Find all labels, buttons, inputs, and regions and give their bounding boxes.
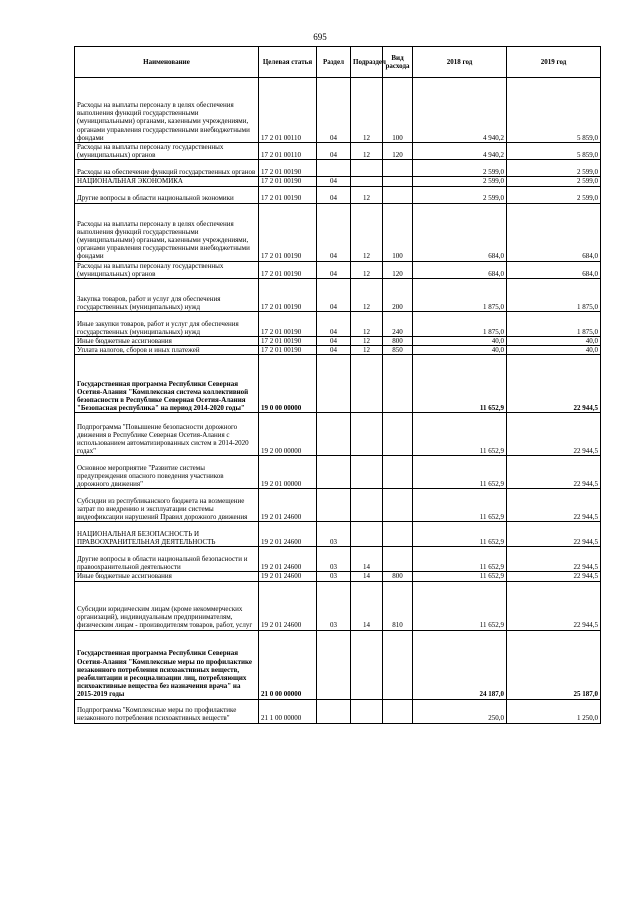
cell-2018: 11 652,9 xyxy=(413,355,507,413)
cell-exp-type xyxy=(383,413,413,456)
cell-section: 04 xyxy=(317,177,351,186)
cell-name: Подпрограмма "Комплексные меры по профилактике незаконного потребления психоактивных веществ" xyxy=(75,699,259,723)
table-row xyxy=(75,547,601,572)
cell-target: 19 0 00 00000 xyxy=(259,355,317,413)
cell-section: 04 xyxy=(317,312,351,337)
table-row xyxy=(75,346,601,355)
cell-2019: 1 250,0 xyxy=(507,699,601,723)
table-row xyxy=(75,456,601,489)
cell-subsection: 12 xyxy=(351,346,383,355)
table-row xyxy=(75,355,601,413)
table-body xyxy=(75,78,601,724)
cell-2018: 11 652,9 xyxy=(413,581,507,630)
cell-subsection: 14 xyxy=(351,572,383,581)
col-header-name: Наименование xyxy=(75,47,259,78)
cell-2019: 2 599,0 xyxy=(507,160,601,177)
cell-2019: 2 599,0 xyxy=(507,186,601,203)
cell-exp-type xyxy=(383,160,413,177)
cell-target: 19 2 01 24600 xyxy=(259,581,317,630)
cell-section: 03 xyxy=(317,547,351,572)
cell-2019: 22 944,5 xyxy=(507,522,601,547)
table-row xyxy=(75,581,601,630)
table-row xyxy=(75,572,601,581)
cell-name: Закупка товаров, работ и услуг для обеспечения государственных (муниципальных) нужд xyxy=(75,279,259,312)
cell-target: 17 2 01 00110 xyxy=(259,78,317,143)
cell-section: 04 xyxy=(317,346,351,355)
cell-exp-type xyxy=(383,456,413,489)
cell-section xyxy=(317,699,351,723)
table-row xyxy=(75,186,601,203)
cell-section xyxy=(317,630,351,699)
cell-2019: 1 875,0 xyxy=(507,279,601,312)
cell-target: 19 2 01 24600 xyxy=(259,522,317,547)
cell-section: 03 xyxy=(317,522,351,547)
table-row xyxy=(75,279,601,312)
col-header-exp-type: Вид расхода xyxy=(383,47,413,78)
cell-2018: 24 187,0 xyxy=(413,630,507,699)
cell-target: 17 2 01 00190 xyxy=(259,203,317,261)
cell-target: 17 2 01 00190 xyxy=(259,261,317,278)
cell-target: 17 2 01 00190 xyxy=(259,177,317,186)
cell-section xyxy=(317,413,351,456)
cell-2018: 11 652,9 xyxy=(413,572,507,581)
cell-2019: 684,0 xyxy=(507,261,601,278)
cell-2019: 40,0 xyxy=(507,337,601,346)
page-number: 695 xyxy=(313,32,327,42)
cell-name: Иные бюджетные ассигнования xyxy=(75,572,259,581)
cell-target: 17 2 01 00190 xyxy=(259,312,317,337)
cell-section: 04 xyxy=(317,78,351,143)
cell-target: 19 2 01 00000 xyxy=(259,456,317,489)
cell-2018: 4 940,2 xyxy=(413,143,507,160)
cell-2019: 25 187,0 xyxy=(507,630,601,699)
cell-section: 04 xyxy=(317,186,351,203)
cell-exp-type: 800 xyxy=(383,572,413,581)
cell-2019: 22 944,5 xyxy=(507,581,601,630)
table-row xyxy=(75,413,601,456)
cell-2019: 22 944,5 xyxy=(507,355,601,413)
table-row xyxy=(75,522,601,547)
col-header-subsection: Подраздел xyxy=(351,47,383,78)
cell-2018: 40,0 xyxy=(413,337,507,346)
cell-subsection: 12 xyxy=(351,312,383,337)
cell-name: Иные закупки товаров, работ и услуг для обеспечения государственных (муниципальных) нужд xyxy=(75,312,259,337)
cell-exp-type: 800 xyxy=(383,337,413,346)
cell-exp-type xyxy=(383,547,413,572)
cell-2018: 1 875,0 xyxy=(413,279,507,312)
cell-2019: 40,0 xyxy=(507,346,601,355)
table-row xyxy=(75,261,601,278)
cell-2018: 2 599,0 xyxy=(413,186,507,203)
cell-name: Государственная программа Республики Северная Осетия-Алания "Комплексные меры по профилактике незаконного потребления психоактивных веществ, реабилитации и ресоциализации лиц, потребляющих психоактивные вещества без назначения врача" на 2015-2019 годы xyxy=(75,630,259,699)
cell-2019: 5 859,0 xyxy=(507,78,601,143)
table-row xyxy=(75,312,601,337)
cell-2019: 1 875,0 xyxy=(507,312,601,337)
cell-target: 21 1 00 00000 xyxy=(259,699,317,723)
cell-exp-type xyxy=(383,630,413,699)
cell-section: 04 xyxy=(317,203,351,261)
cell-name: Иные бюджетные ассигнования xyxy=(75,337,259,346)
cell-subsection xyxy=(351,456,383,489)
cell-section: 04 xyxy=(317,279,351,312)
cell-2019: 22 944,5 xyxy=(507,413,601,456)
cell-exp-type: 120 xyxy=(383,143,413,160)
cell-exp-type xyxy=(383,355,413,413)
cell-subsection xyxy=(351,489,383,522)
cell-2018: 11 652,9 xyxy=(413,456,507,489)
cell-target: 17 2 01 00110 xyxy=(259,143,317,160)
cell-2018: 2 599,0 xyxy=(413,177,507,186)
table-row xyxy=(75,177,601,186)
cell-target: 17 2 01 00190 xyxy=(259,346,317,355)
cell-section: 04 xyxy=(317,143,351,160)
cell-exp-type: 810 xyxy=(383,581,413,630)
table-row xyxy=(75,160,601,177)
cell-exp-type: 100 xyxy=(383,203,413,261)
table-row xyxy=(75,630,601,699)
cell-subsection: 12 xyxy=(351,186,383,203)
cell-name: Субсидии из республиканского бюджета на возмещение затрат по внедрению и эксплуатации системы видеофиксации нарушений Правил дорожного движения xyxy=(75,489,259,522)
cell-section: 03 xyxy=(317,581,351,630)
cell-subsection xyxy=(351,355,383,413)
cell-section xyxy=(317,489,351,522)
cell-name: Расходы на выплаты персоналу в целях обеспечения выполнения функций государственными (муниципальными) органами, казенными учреждениями, органами управления государственными внебюджетными фондами xyxy=(75,203,259,261)
cell-2018: 684,0 xyxy=(413,203,507,261)
cell-subsection: 12 xyxy=(351,203,383,261)
cell-2019: 22 944,5 xyxy=(507,456,601,489)
col-header-section: Раздел xyxy=(317,47,351,78)
cell-2018: 11 652,9 xyxy=(413,547,507,572)
cell-subsection xyxy=(351,630,383,699)
cell-section: 04 xyxy=(317,261,351,278)
cell-exp-type xyxy=(383,522,413,547)
cell-2018: 4 940,2 xyxy=(413,78,507,143)
table-row xyxy=(75,203,601,261)
cell-subsection: 14 xyxy=(351,581,383,630)
cell-2018: 40,0 xyxy=(413,346,507,355)
cell-subsection: 12 xyxy=(351,279,383,312)
col-header-2018: 2018 год xyxy=(413,47,507,78)
cell-section xyxy=(317,456,351,489)
cell-2018: 684,0 xyxy=(413,261,507,278)
cell-exp-type xyxy=(383,177,413,186)
cell-2019: 22 944,5 xyxy=(507,547,601,572)
cell-name: Другие вопросы в области национальной безопасности и правоохранительной деятельности xyxy=(75,547,259,572)
cell-2019: 2 599,0 xyxy=(507,177,601,186)
cell-name: Уплата налогов, сборов и иных платежей xyxy=(75,346,259,355)
cell-2018: 11 652,9 xyxy=(413,413,507,456)
cell-section xyxy=(317,355,351,413)
cell-name: Расходы на обеспечение функций государственных органов xyxy=(75,160,259,177)
cell-target: 17 2 01 00190 xyxy=(259,186,317,203)
cell-2019: 684,0 xyxy=(507,203,601,261)
cell-name: Подпрограмма "Повышение безопасности дорожного движения в Республике Северная Осетия-Алания с использованием автоматизированных систем в 2014-2020 годах" xyxy=(75,413,259,456)
cell-exp-type: 240 xyxy=(383,312,413,337)
cell-2019: 5 859,0 xyxy=(507,143,601,160)
cell-2018: 2 599,0 xyxy=(413,160,507,177)
table-row xyxy=(75,489,601,522)
cell-exp-type xyxy=(383,186,413,203)
cell-subsection: 12 xyxy=(351,261,383,278)
cell-subsection xyxy=(351,699,383,723)
cell-subsection: 12 xyxy=(351,78,383,143)
cell-name: Государственная программа Республики Северная Осетия-Алания "Комплексная система коллективной безопасности в Республике Северная Осетия-Алания "Безопасная республика" на период 2014-2020 годы" xyxy=(75,355,259,413)
cell-2018: 250,0 xyxy=(413,699,507,723)
cell-exp-type: 850 xyxy=(383,346,413,355)
cell-exp-type: 100 xyxy=(383,78,413,143)
col-header-2019: 2019 год xyxy=(507,47,601,78)
cell-2018: 11 652,9 xyxy=(413,489,507,522)
table-header-row xyxy=(75,47,601,78)
table-row xyxy=(75,699,601,723)
cell-target: 21 0 00 00000 xyxy=(259,630,317,699)
cell-name: Расходы на выплаты персоналу государственных (муниципальных) органов xyxy=(75,261,259,278)
cell-2018: 1 875,0 xyxy=(413,312,507,337)
cell-section: 04 xyxy=(317,337,351,346)
cell-target: 19 2 01 24600 xyxy=(259,572,317,581)
cell-2019: 22 944,5 xyxy=(507,489,601,522)
cell-exp-type: 120 xyxy=(383,261,413,278)
cell-subsection: 12 xyxy=(351,143,383,160)
cell-target: 17 2 01 00190 xyxy=(259,337,317,346)
cell-subsection xyxy=(351,413,383,456)
cell-2019: 22 944,5 xyxy=(507,572,601,581)
cell-target: 17 2 01 00190 xyxy=(259,279,317,312)
cell-2018: 11 652,9 xyxy=(413,522,507,547)
cell-subsection: 12 xyxy=(351,337,383,346)
cell-subsection: 14 xyxy=(351,547,383,572)
table-row xyxy=(75,78,601,143)
cell-target: 19 2 01 24600 xyxy=(259,547,317,572)
cell-section: 03 xyxy=(317,572,351,581)
cell-exp-type: 200 xyxy=(383,279,413,312)
cell-exp-type xyxy=(383,489,413,522)
col-header-target: Целевая статья xyxy=(259,47,317,78)
cell-name: НАЦИОНАЛЬНАЯ ЭКОНОМИКА xyxy=(75,177,259,186)
budget-table xyxy=(74,46,601,724)
cell-name: Расходы на выплаты персоналу в целях обеспечения выполнения функций государственными (муниципальными) органами, казенными учреждениями, органами управления государственными внебюджетными фондами xyxy=(75,78,259,143)
cell-subsection xyxy=(351,522,383,547)
cell-name: Другие вопросы в области национальной экономики xyxy=(75,186,259,203)
table-row xyxy=(75,337,601,346)
table-row xyxy=(75,143,601,160)
cell-target: 19 2 00 00000 xyxy=(259,413,317,456)
cell-subsection xyxy=(351,160,383,177)
cell-exp-type xyxy=(383,699,413,723)
cell-target: 19 2 01 24600 xyxy=(259,489,317,522)
cell-subsection xyxy=(351,177,383,186)
cell-section xyxy=(317,160,351,177)
cell-name: Расходы на выплаты персоналу государственных (муниципальных) органов xyxy=(75,143,259,160)
cell-name: НАЦИОНАЛЬНАЯ БЕЗОПАСНОСТЬ И ПРАВООХРАНИТЕЛЬНАЯ ДЕЯТЕЛЬНОСТЬ xyxy=(75,522,259,547)
cell-name: Основное мероприятие "Развитие системы предупреждения опасного поведения участников дорожного движения" xyxy=(75,456,259,489)
cell-target: 17 2 01 00190 xyxy=(259,160,317,177)
cell-name: Субсидии юридическим лицам (кроме некоммерческих организаций), индивидуальным предпринимателям, физическим лицам - производителям товаров, работ, услуг xyxy=(75,581,259,630)
